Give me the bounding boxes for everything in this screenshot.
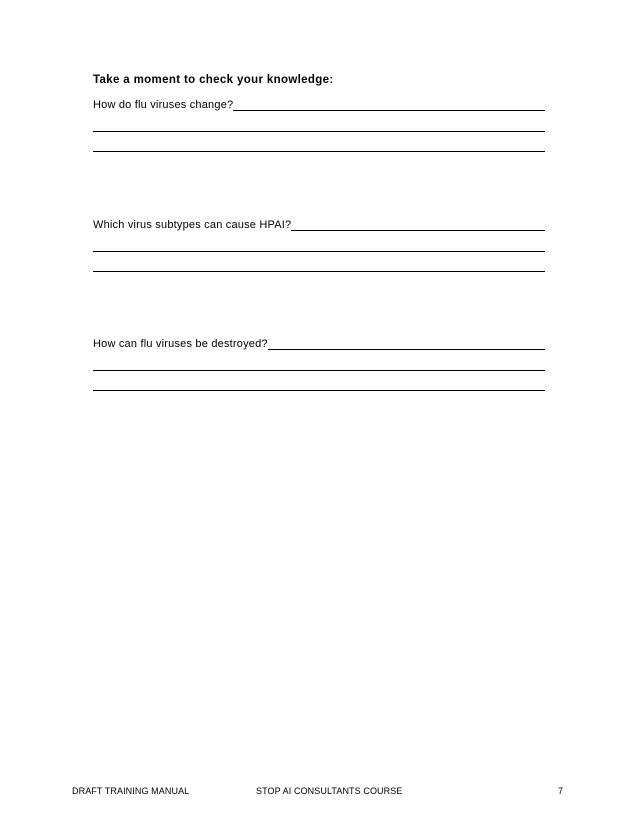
question-3-answer-line-2[interactable] bbox=[93, 370, 545, 371]
question-2-text: Which virus subtypes can cause HPAI? bbox=[93, 219, 292, 231]
question-2-answer-line-2[interactable] bbox=[93, 251, 545, 252]
question-1-text: How do flu viruses change? bbox=[93, 99, 234, 111]
footer-course-title: STOP AI CONSULTANTS COURSE bbox=[256, 786, 403, 796]
question-3-answer-line-3[interactable] bbox=[93, 390, 545, 391]
question-3-text: How can flu viruses be destroyed? bbox=[93, 338, 268, 350]
question-3-answer-blank[interactable] bbox=[268, 349, 545, 350]
footer-page-number: 7 bbox=[558, 786, 564, 796]
footer-manual-label: DRAFT TRAINING MANUAL bbox=[72, 786, 190, 796]
question-1 bbox=[93, 99, 545, 112]
question-3 bbox=[93, 338, 545, 351]
question-1-answer-line-3[interactable] bbox=[93, 151, 545, 152]
question-1-answer-line-2[interactable] bbox=[93, 131, 545, 132]
question-2 bbox=[93, 219, 545, 232]
question-2-answer-line-3[interactable] bbox=[93, 271, 545, 272]
knowledge-check-heading: Take a moment to check your knowledge: bbox=[93, 74, 334, 86]
question-2-answer-blank[interactable] bbox=[291, 230, 545, 231]
question-1-answer-blank[interactable] bbox=[233, 110, 545, 111]
